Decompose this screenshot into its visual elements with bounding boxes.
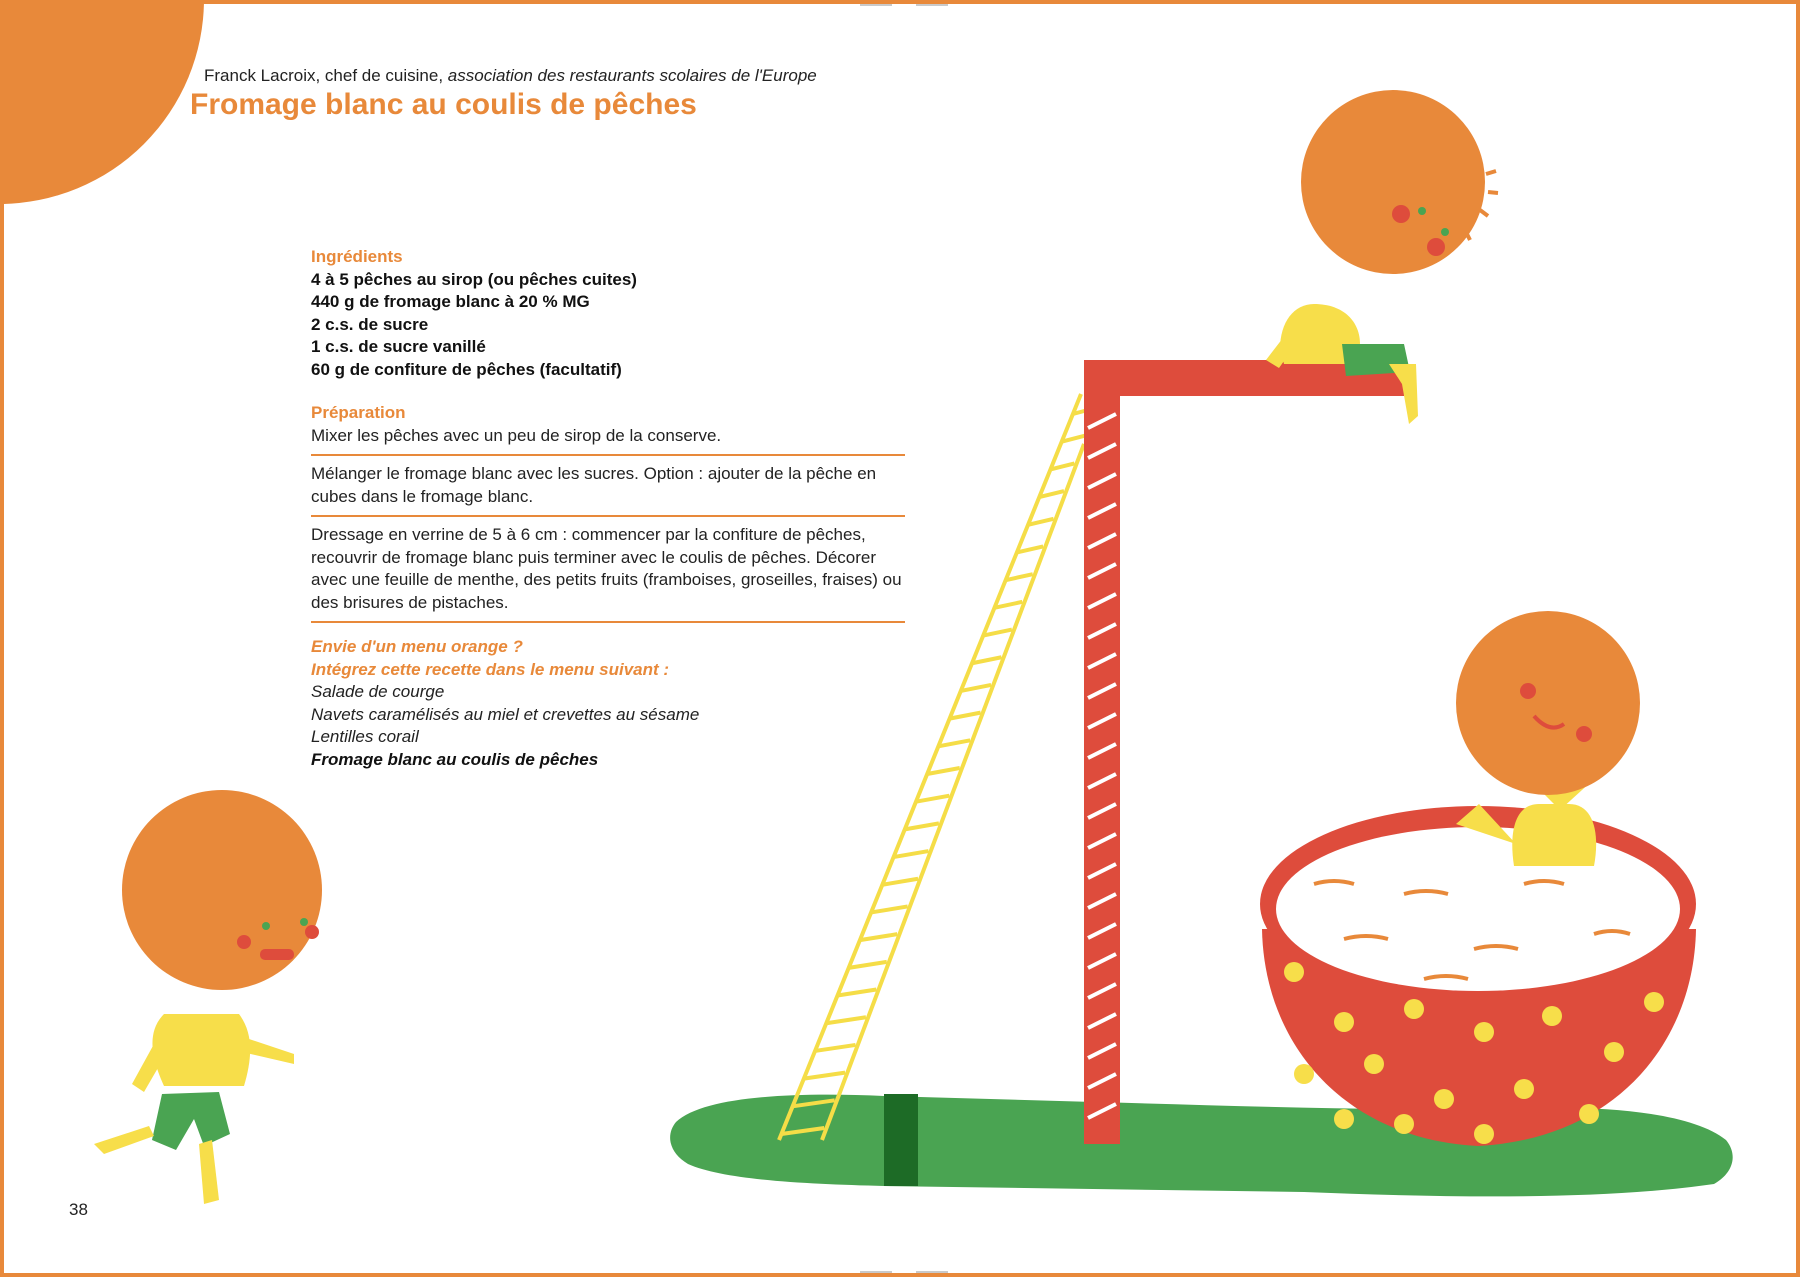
ingredients-section	[311, 246, 911, 381]
menu-dish: Lentilles corail	[311, 727, 419, 746]
bowl-polka-dot	[1294, 1064, 1314, 1084]
bowl-polka-dot	[1284, 962, 1304, 982]
ingredient-item: 60 g de confiture de pêches (facultatif)	[311, 359, 622, 379]
ladder-rung	[815, 1045, 855, 1051]
preparation-section	[311, 402, 905, 630]
ladder-rung	[849, 962, 887, 968]
menu-dish-current: Fromage blanc au coulis de pêches	[311, 749, 599, 769]
ladder-rung	[826, 1017, 866, 1023]
ingredient-item: 440 g de fromage blanc à 20 % MG	[311, 292, 590, 311]
ingredient-item: 1 c.s. de sucre vanillé	[311, 337, 486, 356]
ladder-rung	[804, 1073, 845, 1079]
fromage-blanc-bowl	[1260, 806, 1696, 1146]
author-name: Franck Lacroix, chef de cuisine,	[204, 66, 448, 85]
bowl-polka-dot	[1542, 1006, 1562, 1026]
bowl-polka-dot	[1474, 1022, 1494, 1042]
bowl-polka-dot	[1474, 1124, 1494, 1144]
ladder-rung	[972, 657, 1001, 663]
preparation-step: Dressage en verrine de 5 à 6 cm : commencer par la confiture de pêches, recouvrir de fromage blanc puis terminer avec le coulis de pêches. Décorer avec une feuille de menthe, des petits fruits (framboises, groseilles, fraises) ou des brisures de pistaches.	[311, 524, 905, 623]
ingredients-heading: Ingrédients	[311, 247, 403, 266]
ladder-rung	[916, 796, 949, 802]
ladder-rung	[927, 768, 960, 774]
ladder-rung	[950, 713, 981, 719]
ladder-rung	[938, 740, 970, 746]
preparation-step: Mélanger le fromage blanc avec les sucres. Option : ajouter de la pêche en cubes dans le fromage blanc.	[311, 463, 905, 517]
ladder-rung	[871, 906, 908, 912]
ladder-rung	[905, 823, 939, 829]
bowl-polka-dot	[1404, 999, 1424, 1019]
dark-grass-patch	[884, 1094, 918, 1186]
ingredient-item: 2 c.s. de sucre	[311, 314, 429, 334]
preparation-step: Mixer les pêches avec un peu de sirop de la conserve.	[311, 425, 905, 457]
ingredient-item: 4 à 5 pêches au sirop (ou pêches cuites)	[311, 269, 637, 289]
menu-subheading: Intégrez cette recette dans le menu suivant :	[311, 659, 670, 679]
orange-menu-section	[311, 636, 911, 771]
bowl-polka-dot	[1334, 1012, 1354, 1032]
ladder-rung	[837, 990, 876, 996]
menu-dish: Navets caramélisés au miel et crevettes au sésame	[311, 704, 700, 724]
ladder-rung	[882, 879, 918, 885]
ladder-rung	[894, 851, 929, 857]
ladder-rung	[961, 685, 991, 691]
menu-heading: Envie d'un menu orange ?	[311, 637, 523, 656]
ladder-rung	[983, 630, 1012, 636]
bowl-polka-dot	[1514, 1079, 1534, 1099]
ladder-rung	[860, 934, 897, 940]
bowl-polka-dot	[1604, 1042, 1624, 1062]
menu-dish: Salade de courge	[311, 682, 445, 701]
bowl-polka-dot	[1364, 1054, 1384, 1074]
page-number: 38	[69, 1200, 88, 1219]
bowl-polka-dot	[1394, 1114, 1414, 1134]
author-organization: association des restaurants scolaires de l'Europe	[447, 66, 817, 85]
bowl-polka-dot	[1644, 992, 1664, 1012]
recipe-title: Fromage blanc au coulis de pêches	[190, 88, 697, 121]
peach-kid-running	[94, 790, 322, 1204]
bowl-polka-dot	[1434, 1089, 1454, 1109]
bowl-polka-dot	[1334, 1109, 1354, 1129]
bowl-polka-dot	[1579, 1104, 1599, 1124]
preparation-heading: Préparation	[311, 403, 406, 422]
